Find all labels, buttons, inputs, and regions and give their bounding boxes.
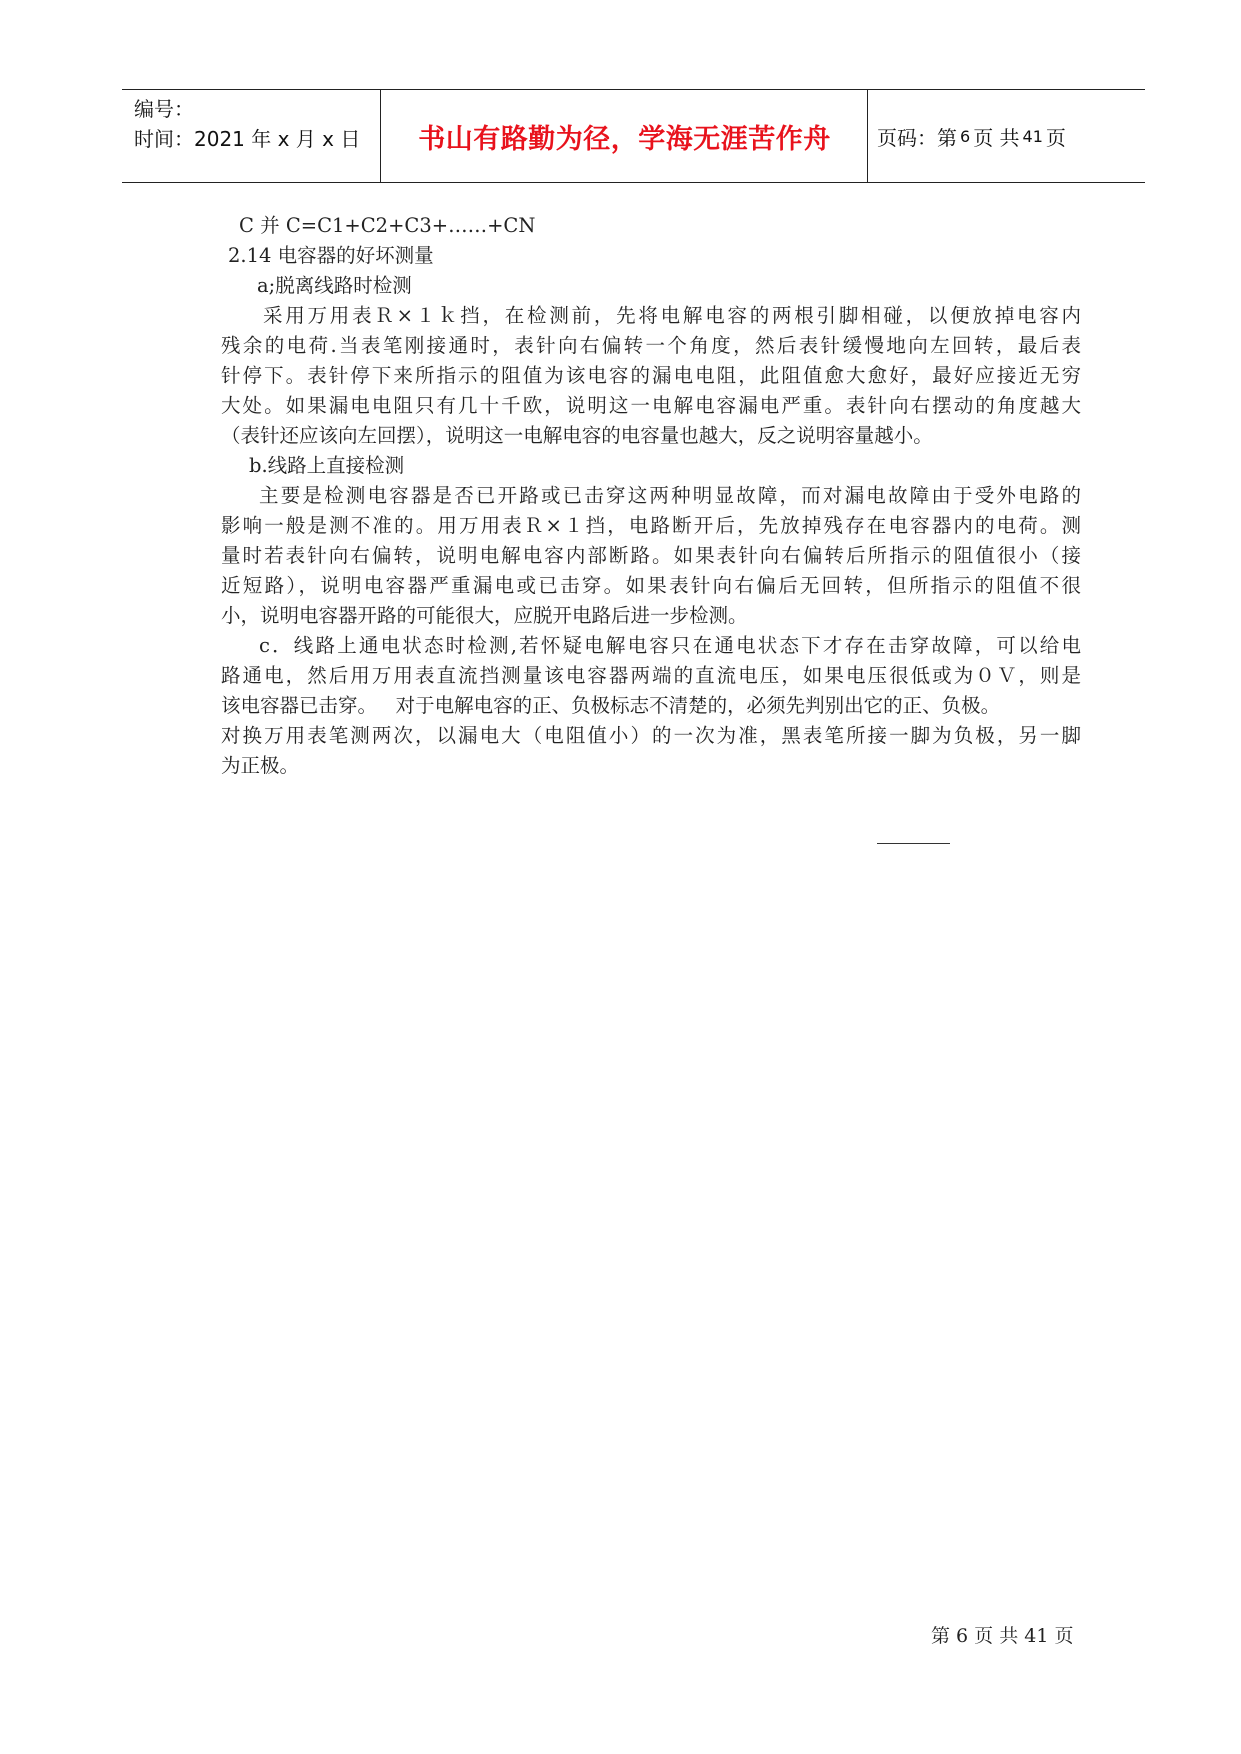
number-label: 编号：: [134, 97, 194, 121]
formula-line: C 并 C=C1+C2+C3+……+CN: [239, 214, 536, 237]
paragraph-line: 对换万用表笔测两次，以漏电大（电阻值小）的一次为准，黑表笔所接一脚为负极，另一脚: [221, 724, 1081, 747]
header-divider-right: [867, 90, 868, 182]
paragraph-line: （表针还应该向左回摆），说明这一电解电容的电容量也越大，反之说明容量越小。: [221, 424, 933, 447]
paragraph-line: c．线路上通电状态时检测,若怀疑电解电容只在通电状态下才存在击穿故障，可以给电: [259, 634, 1081, 657]
subheading-a: a;脱离线路时检测: [257, 274, 412, 297]
header-meta: [134, 94, 360, 154]
page-header: [122, 89, 1145, 183]
section-heading: 2.14 电容器的好坏测量: [228, 244, 434, 267]
header-motto: 书山有路勤为径，学海无涯苦作舟: [418, 123, 831, 155]
paragraph-line: 大处。如果漏电电阻只有几十千欧，说明这一电解电容漏电严重。表针向右摆动的角度越大: [221, 394, 1081, 417]
page-current: 6: [960, 126, 971, 146]
header-divider-left: [380, 90, 381, 182]
page-footer: 第 6 页 共 41 页: [931, 1625, 1074, 1647]
paragraph-line: 残余的电荷.当表笔刚接通时，表针向右偏转一个角度，然后表针缓慢地向左回转，最后表: [221, 334, 1081, 357]
page-mid: 页 共: [973, 125, 1020, 150]
subheading-b: b.线路上直接检测: [249, 454, 405, 477]
paragraph-line: 影响一般是测不准的。用万用表Ｒ×１挡，电路断开后，先放掉残存在电容器内的电荷。测: [221, 514, 1081, 537]
end-rule: [877, 843, 950, 844]
paragraph-line: 为正极。: [221, 754, 300, 777]
time-label: 时间：2021 年 x 月 x 日: [134, 127, 361, 151]
header-page-info: [877, 90, 1066, 182]
page-suffix: 页: [1045, 125, 1066, 150]
paragraph-line: 路通电，然后用万用表直流挡测量该电容器两端的直流电压，如果电压很低或为０Ｖ，则是: [221, 664, 1081, 687]
paragraph-line: 针停下。表针停下来所指示的阻值为该电容的漏电电阻，此阻值愈大愈好，最好应接近无穷: [221, 364, 1081, 387]
document-body: [221, 211, 1081, 781]
paragraph-line: 近短路），说明电容器严重漏电或已击穿。如果表针向右偏后无回转，但所指示的阻值不很: [221, 574, 1081, 597]
paragraph-line: 量时若表针向右偏转，说明电解电容内部断路。如果表针向右偏转后所指示的阻值很小（接: [221, 544, 1081, 567]
paragraph-line: 主要是检测电容器是否已开路或已击穿这两种明显故障，而对漏电故障由于受外电路的: [259, 484, 1081, 507]
paragraph-line: 小，说明电容器开路的可能很大，应脱开电路后进一步检测。: [221, 604, 748, 627]
paragraph-line: 该电容器已击穿。 对于电解电容的正、负极标志不清楚的，必须先判别出它的正、负极。: [221, 694, 1001, 717]
page-prefix: 页码：第: [877, 125, 957, 150]
paragraph-line: 采用万用表Ｒ×１ｋ挡，在检测前，先将电解电容的两根引脚相碰，以便放掉电容内: [263, 304, 1081, 327]
page-total: 41: [1022, 126, 1043, 146]
